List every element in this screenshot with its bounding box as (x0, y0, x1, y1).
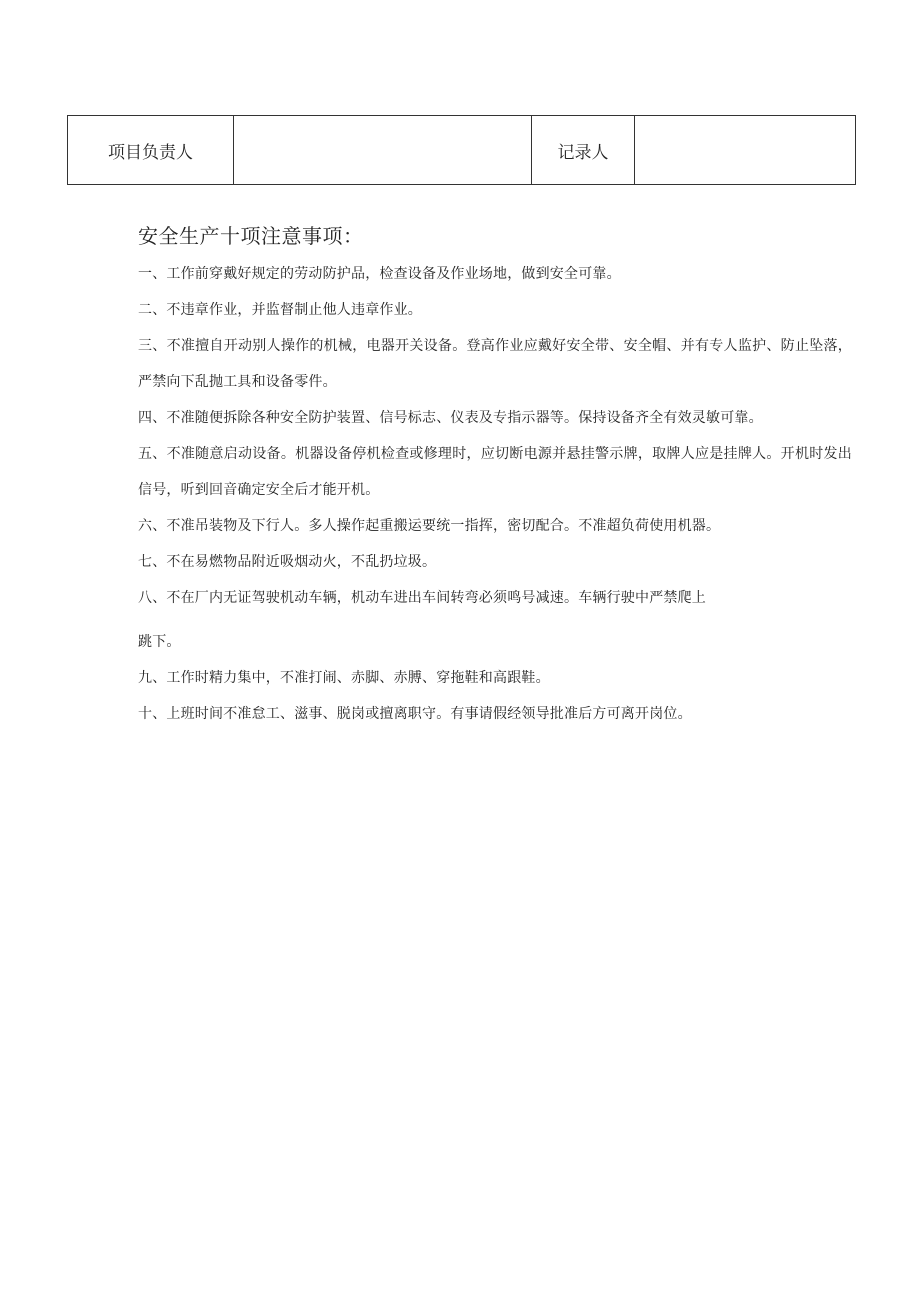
notice-item-2: 二、不违章作业，并监督制止他人违章作业。 (138, 302, 422, 318)
notice-item-1: 一、工作前穿戴好规定的劳动防护品，检查设备及作业场地，做到安全可靠。 (138, 266, 621, 282)
notice-title: 安全生产十项注意事项： (138, 224, 364, 248)
recorder-field[interactable] (635, 116, 856, 185)
notice-item-3: 三、不准擅自开动别人操作的机械，电器开关设备。登高作业应戴好安全带、安全帽、并有专人监护、防止坠落，严禁向下乱抛工具和设备零件。 (138, 338, 852, 390)
notice-item-10: 十、上班时间不准怠工、滋事、脱岗或擅离职守。有事请假经领导批准后方可离开岗位。 (138, 706, 692, 722)
notice-item-8: 八、不在厂内无证驾驶机动车辆，机动车进出车间转弯必须鸣号减速。车辆行驶中严禁爬上 (138, 590, 706, 606)
notice-item-6: 六、不准吊装物及下行人。多人操作起重搬运要统一指挥，密切配合。不准超负荷使用机器。 (138, 518, 721, 534)
signature-table (67, 115, 856, 185)
project-manager-field[interactable] (234, 116, 532, 185)
signature-row (68, 116, 856, 185)
notice-item-5: 五、不准随意启动设备。机器设备停机检查或修理时，应切断电源并悬挂警示牌，取牌人应是挂牌人。开机时发出信号，听到回音确定安全后才能开机。 (138, 446, 852, 498)
notice-item-7: 七、不在易燃物品附近吸烟动火，不乱扔垃圾。 (138, 554, 437, 570)
notice-item-9: 九、工作时精力集中，不准打闹、赤脚、赤膊、穿拖鞋和高跟鞋。 (138, 670, 550, 686)
safety-notice (138, 222, 852, 732)
notice-item-4: 四、不准随便拆除各种安全防护装置、信号标志、仪表及专指示器等。保持设备齐全有效灵敏可靠。 (138, 410, 763, 426)
project-manager-label: 项目负责人 (68, 116, 234, 185)
notice-item-8-continued: 跳下。 (138, 634, 181, 650)
recorder-label: 记录人 (532, 116, 635, 185)
